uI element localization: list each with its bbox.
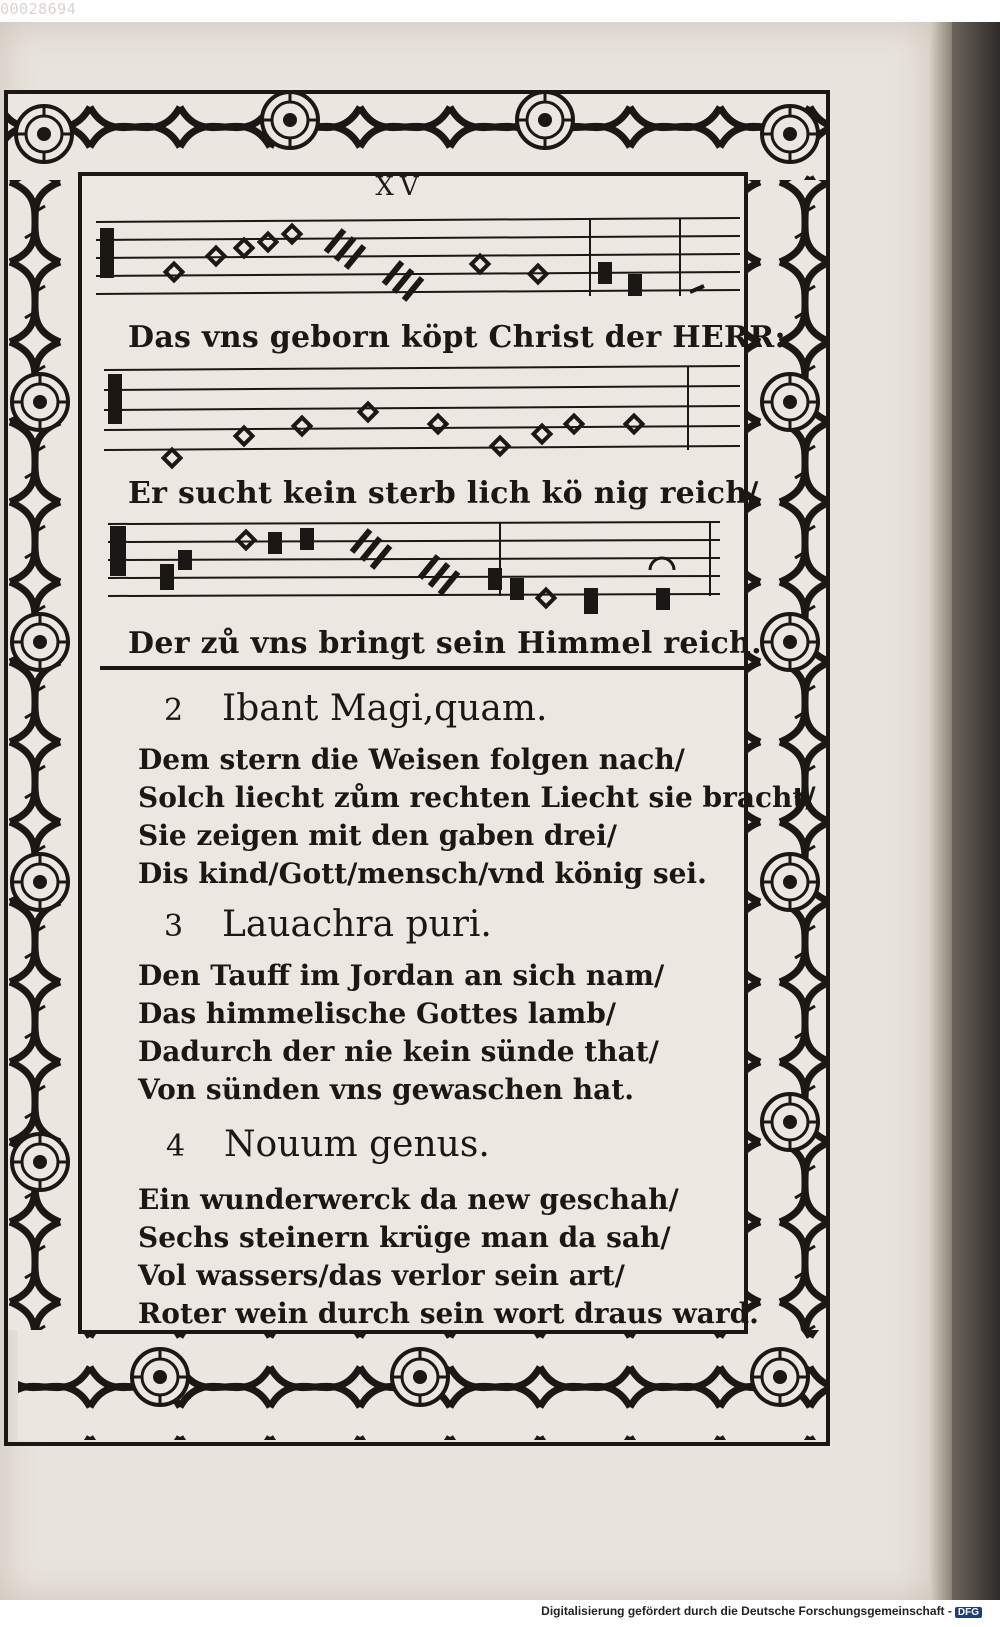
verse-3-line-1: Den Tauff im Jordan an sich nam/ <box>138 959 665 992</box>
verse-heading-4 <box>166 1124 490 1165</box>
verse-4-line-1: Ein wunderwerck da new geschah/ <box>138 1183 679 1216</box>
verse-title: Ibant Magi,quam. <box>222 688 548 729</box>
verse-4-line-2: Sechs steinern krüge man da sah/ <box>138 1221 671 1254</box>
lyric-line-2: Er sucht kein sterb lich kö nig reich/ <box>128 476 759 511</box>
verse-2-line-1: Dem stern die Weisen folgen nach/ <box>138 743 685 776</box>
dfg-logo: DFG <box>955 1607 982 1618</box>
verse-4-line-3: Vol wassers/das verlor sein art/ <box>138 1259 625 1292</box>
verse-number: 2 <box>164 693 184 728</box>
folio-number: XV <box>375 172 425 202</box>
verse-3-line-4: Von sünden vns gewaschen hat. <box>138 1073 634 1106</box>
lyric-line-3: Der zů vns bringt sein Himmel reich. <box>128 626 762 661</box>
verse-title: Nouum genus. <box>224 1124 490 1165</box>
binding-shadow <box>952 22 1000 1600</box>
scan-id-label: 00028694 <box>0 0 77 18</box>
verse-number: 4 <box>166 1129 186 1164</box>
verse-3-line-3: Dadurch der nie kein sünde that/ <box>138 1035 659 1068</box>
verse-number: 3 <box>164 909 184 944</box>
lyric-line-1: Das vns geborn köpt Christ der HERR: <box>128 320 786 355</box>
page-edge <box>930 22 952 1600</box>
verse-3-line-2: Das himmelische Gottes lamb/ <box>138 997 616 1030</box>
verse-title: Lauachra puri. <box>222 904 492 945</box>
verse-2-line-4: Dis kind/Gott/mensch/vnd könig sei. <box>138 857 707 890</box>
verse-heading-3 <box>164 904 492 945</box>
verse-4-line-4: Roter wein durch sein wort draus ward. <box>138 1297 759 1330</box>
verse-2-line-2: Solch liecht zům rechten Liecht sie bracht/ <box>138 781 816 814</box>
verse-2-line-3: Sie zeigen mit den gaben drei/ <box>138 819 617 852</box>
funding-footer <box>541 1604 982 1618</box>
verse-heading-2 <box>164 688 547 729</box>
funding-text: Digitalisierung gefördert durch die Deutsche Forschungsgemeinschaft - <box>541 1604 952 1618</box>
